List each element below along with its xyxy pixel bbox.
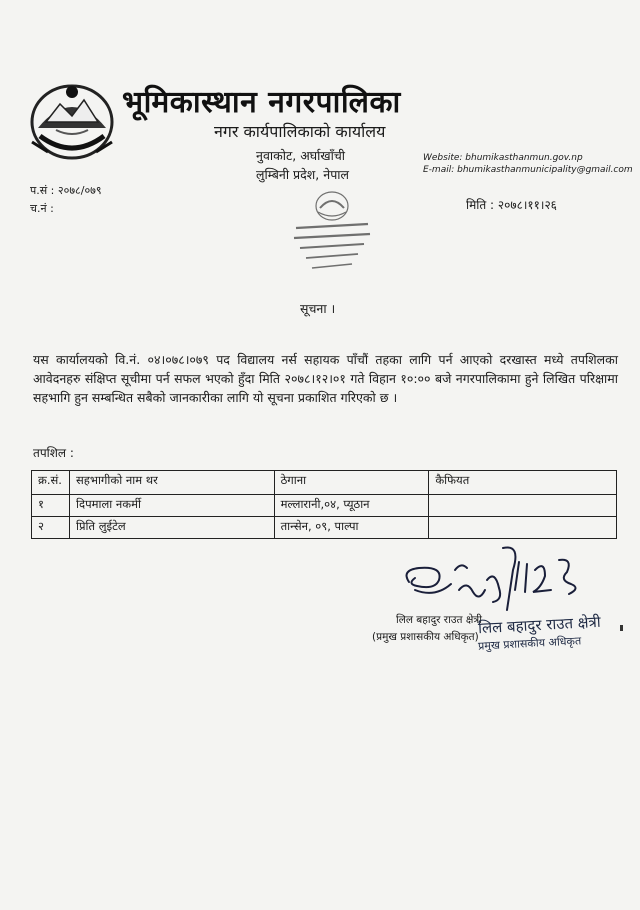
candidate-table [31,470,617,539]
cell-address: मल्लारानी,०४, प्यूठान [274,495,429,517]
handwritten-signature [395,540,600,618]
cell-name: दिपमाला नकर्मी [69,495,274,517]
cell-name: प्रिति लुईटेल [69,517,274,539]
header-serial: क्र.सं. [32,471,70,495]
document-date: मिति : २०७८।११।२६ [466,198,557,212]
address-line-1: नुवाकोट, अर्घाखाँची [256,148,346,163]
cell-serial: १ [32,495,70,517]
signature-seal-title: प्रमुख प्रशासकीय अधिकृत [477,634,582,653]
header-address: ठेगाना [274,471,429,495]
signatory-name: लिल बहादुर राउत क्षेत्री [396,614,482,626]
email-text: E-mail: bhumikasthanmunicipality@gmail.com [423,165,633,175]
cell-address: तान्सेन, ०९, पाल्पा [274,517,429,539]
signatory-title: (प्रमुख प्रशासकीय अधिकृत) [372,631,479,643]
municipality-title: भूमिकास्थान नगरपालिका [122,85,401,120]
office-stamp [282,184,382,276]
notice-body: यस कार्यालयको वि.नं. ०४।०७८।०७९ पद विद्यालय नर्स सहायक पाँचौं तहका लागि पर्न आएको दरखास्त मध्ये तपशिलका आवेदनहरु संक्षिप्त सूचीमा पर्न सफल भएको हुँदा मिति २०७८।१२।०१ गते विहान १०:०० बजे नगरपालिकामा हुने लिखित परिक्षामा सहभागि हुन सम्बन्धित सबैको जानकारीका लागि यो सूचना प्रकाशित गरिएको छ । [33,352,618,405]
table-header-row [32,471,617,495]
cell-remarks [429,495,617,517]
reference-number: प.सं : २०७८/०७९ [30,184,102,197]
table-row [32,495,617,517]
margin-mark [620,625,623,631]
office-subtitle: नगर कार्यपालिकाको कार्यालय [214,122,386,141]
nepal-emblem-logo [26,78,118,162]
cell-remarks [429,517,617,539]
details-label: तपशिल : [33,446,74,460]
signature-seal-name: लिल बहादुर राउत क्षेत्री [477,612,602,638]
address-line-2: लुम्बिनी प्रदेश, नेपाल [256,167,350,182]
header-remarks: कैफियत [429,471,617,495]
table-row [32,517,617,539]
dispatch-number: च.नं : [30,202,54,215]
cell-serial: २ [32,517,70,539]
header-name: सहभागीको नाम थर [69,471,274,495]
website-text: Website: bhumikasthanmun.gov.np [423,153,583,163]
notice-heading: सूचना । [300,301,336,316]
